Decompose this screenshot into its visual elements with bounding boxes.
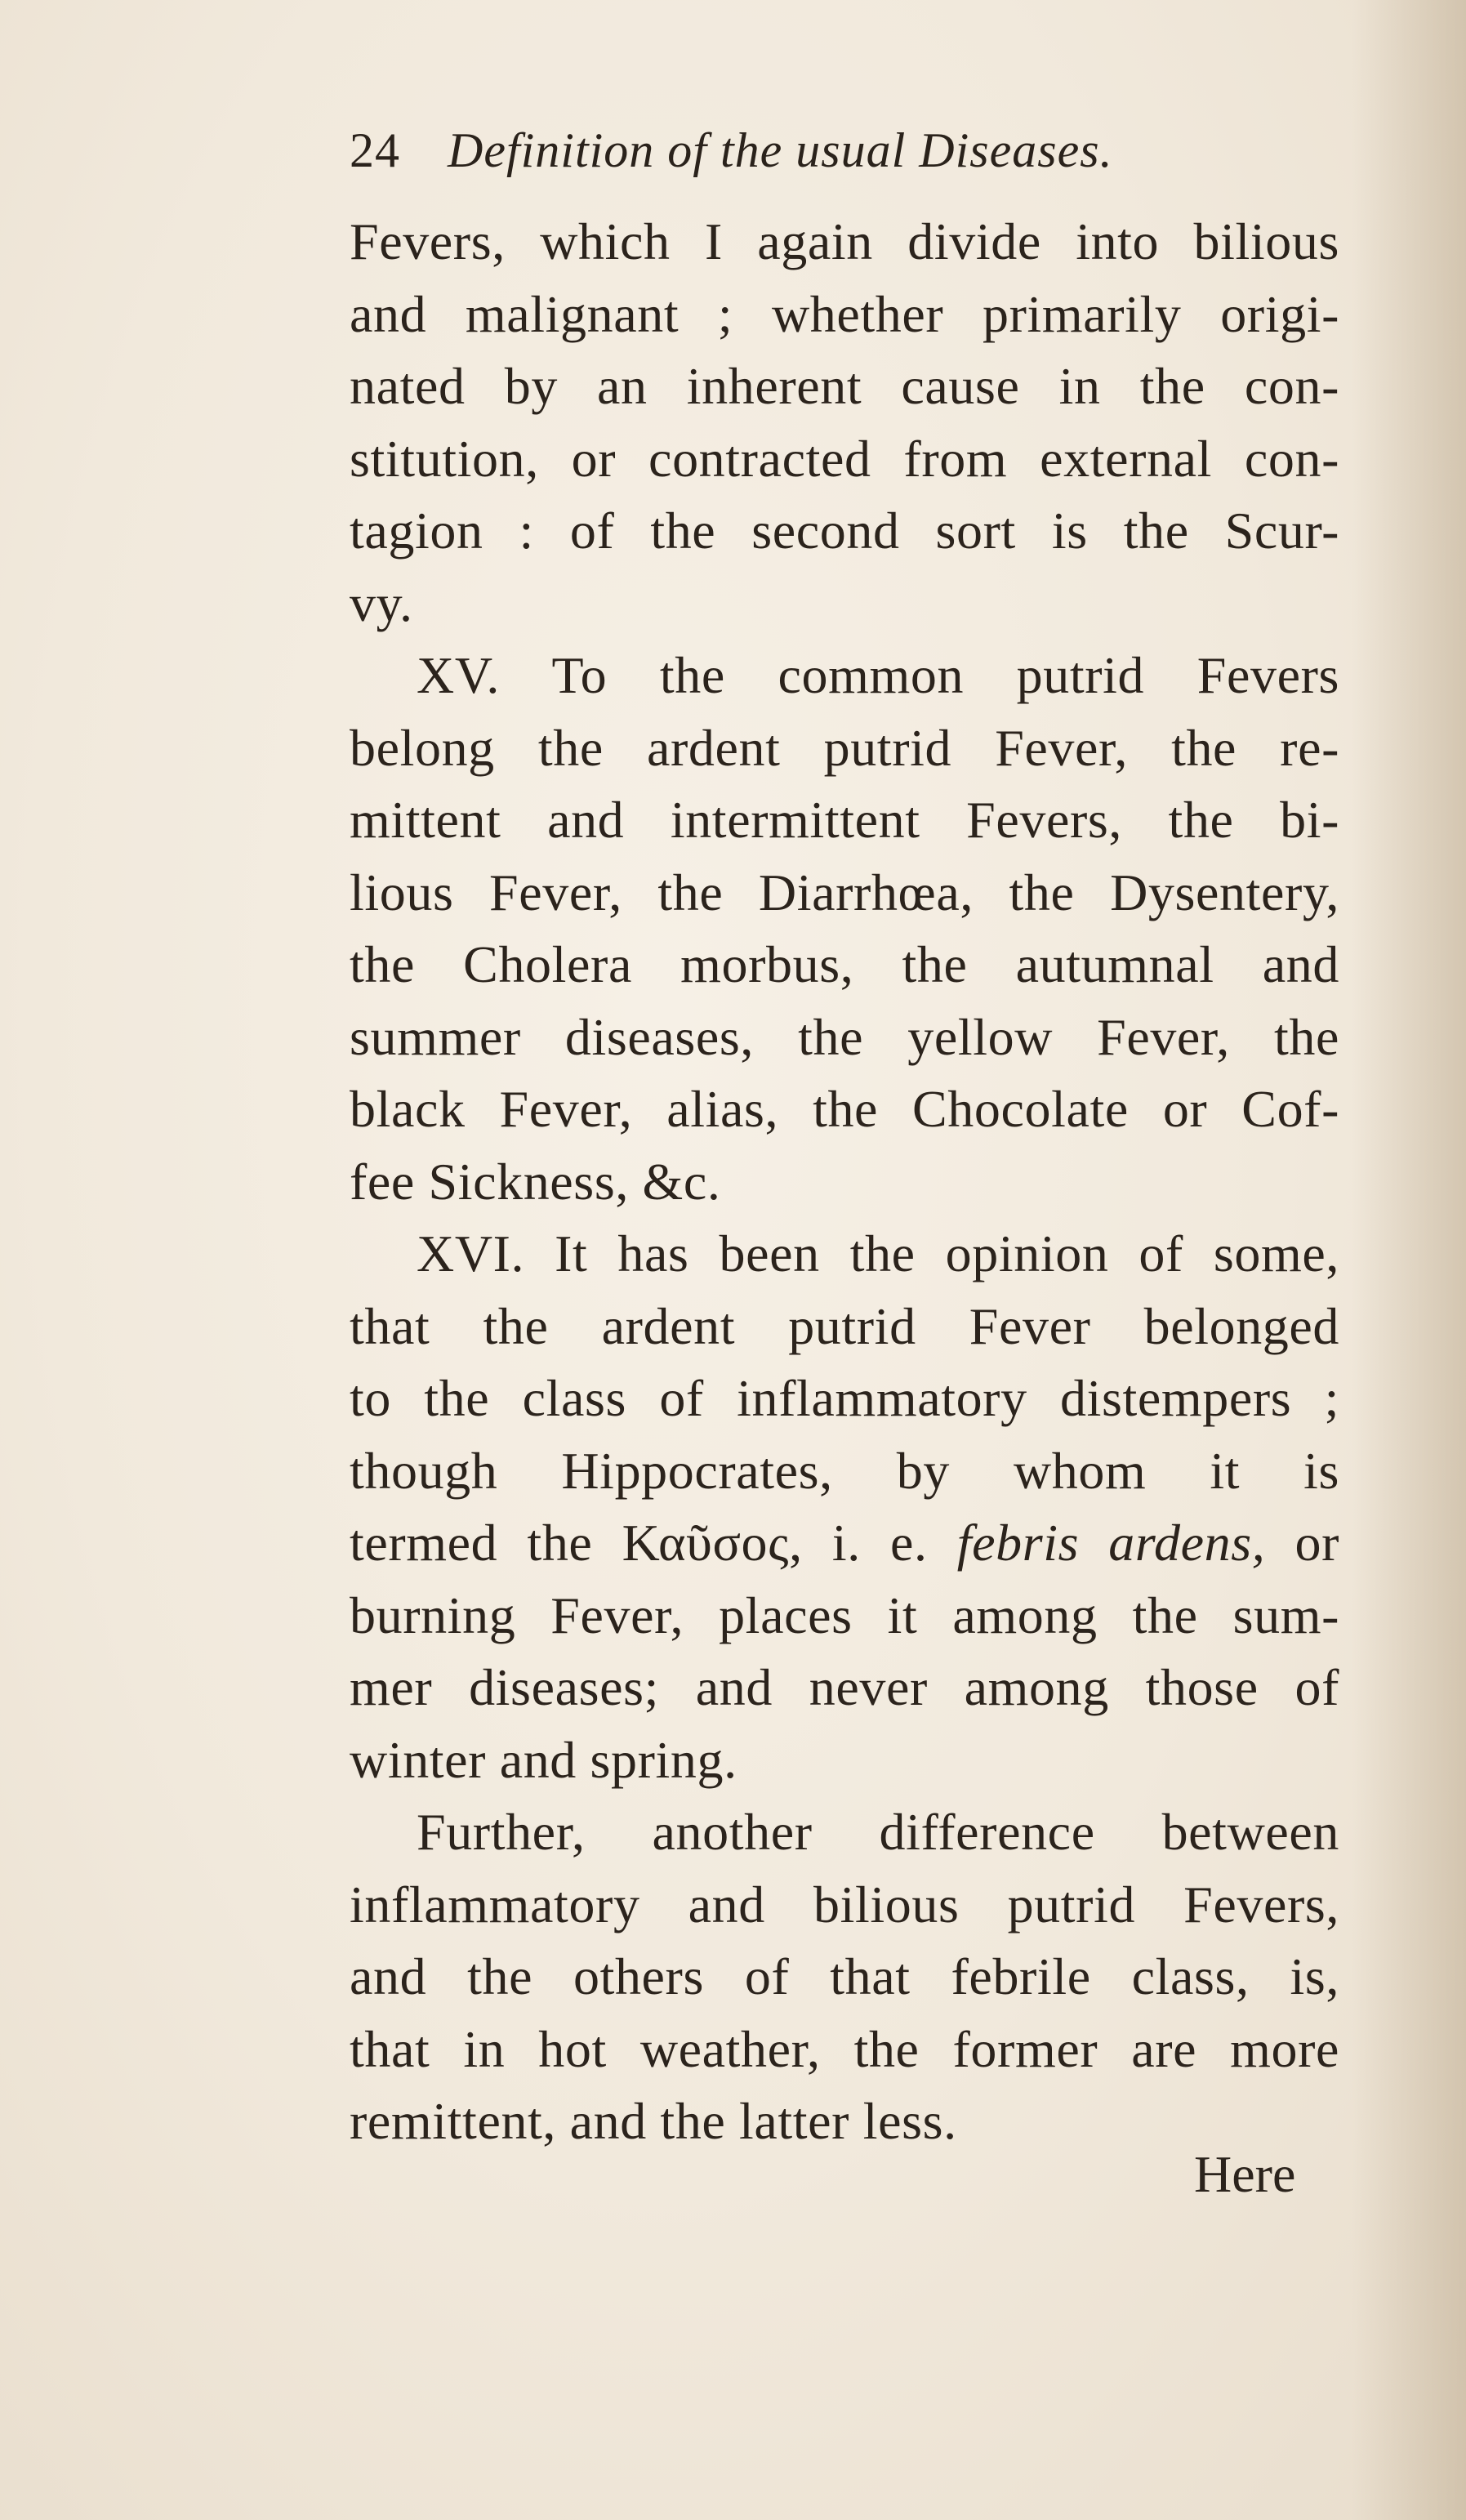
- text-line: stitution, or contracted from external con-: [350, 429, 1339, 488]
- paragraph-xvi-start: XVI. It has been the opinion of some,: [417, 1224, 1339, 1282]
- text-line: fee Sickness, &c.: [350, 1152, 721, 1211]
- body-text: [350, 206, 1339, 2158]
- text-line-termed: [350, 1507, 1339, 1580]
- text-line: nated by an inherent cause in the con-: [350, 357, 1339, 415]
- latin-phrase: febris ardens,: [956, 1514, 1266, 1572]
- text-line: black Fever, alias, the Chocolate or Cof-: [350, 1080, 1339, 1138]
- termed-b: i. e.: [831, 1514, 928, 1572]
- catchword: Here: [1194, 2145, 1296, 2203]
- text-line: belong the ardent putrid Fever, the re-: [350, 718, 1339, 777]
- text-line: remittent, and the latter less.: [350, 2092, 957, 2150]
- text-line: inflammatory and bilious putrid Fevers,: [350, 1875, 1339, 1933]
- page-gutter-shadow: [1352, 0, 1466, 2520]
- text-line: Fevers, which I again divide into bilious: [350, 212, 1339, 270]
- paragraph-xv-start: XV. To the common putrid Fevers: [417, 646, 1339, 704]
- running-head: [350, 123, 1370, 179]
- text-line: the Cholera morbus, the autumnal and: [350, 935, 1339, 993]
- text-line: though Hippocrates, by whom it is: [350, 1441, 1339, 1500]
- text-line: vy.: [350, 573, 413, 632]
- text-line: summer diseases, the yellow Fever, the: [350, 1007, 1339, 1066]
- page-number: 24: [350, 123, 400, 177]
- greek-word: Καῦσος,: [622, 1514, 803, 1572]
- text-line: and malignant ; whether primarily origi-: [350, 284, 1339, 343]
- running-head-title: Definition of the usual Diseases.: [448, 123, 1113, 177]
- text-line: that the ardent putrid Fever belonged: [350, 1296, 1339, 1355]
- text-line: mer diseases; and never among those of: [350, 1658, 1339, 1716]
- text-line: lious Fever, the Diarrhœa, the Dysentery,: [350, 863, 1339, 921]
- text-line: winter and spring.: [350, 1730, 737, 1789]
- text-line: to the class of inflammatory distempers ;: [350, 1369, 1339, 1427]
- termed-a: termed the: [350, 1514, 593, 1572]
- paragraph-further-start: Further, another difference between: [417, 1803, 1339, 1861]
- text-line: and the others of that febrile class, is,: [350, 1947, 1339, 2005]
- text-line: tagion : of the second sort is the Scur-: [350, 502, 1339, 560]
- text-line: that in hot weather, the former are more: [350, 2019, 1339, 2078]
- text-line: mittent and intermittent Fevers, the bi-: [350, 791, 1339, 849]
- text-line: burning Fever, places it among the sum-: [350, 1586, 1339, 1644]
- termed-c: or: [1294, 1514, 1340, 1572]
